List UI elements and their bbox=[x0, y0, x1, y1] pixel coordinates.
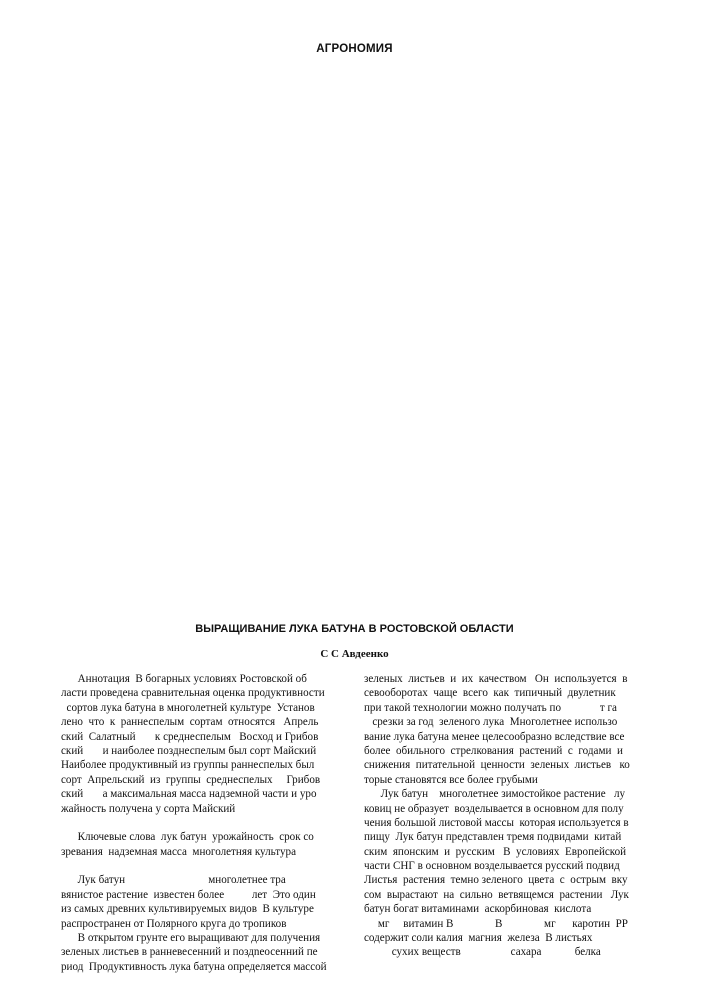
text-line: вянистое растение известен более лет Это один bbox=[61, 888, 316, 901]
article-title: ВЫРАЩИВАНИЕ ЛУКА БАТУНА В РОСТОВСКОЙ ОБЛАСТИ bbox=[195, 623, 514, 635]
text-line: торые становятся все более грубыми bbox=[364, 773, 538, 786]
text-line: при такой технологии можно получать по т га bbox=[364, 701, 617, 714]
text-line: сорт Апрельский из группы среднеспелых Грибов bbox=[61, 773, 321, 786]
text-line: снижения питательной ценности зеленых листьев ко bbox=[364, 759, 630, 772]
text-line: из самых древних культивируемых видов В культуре bbox=[61, 903, 314, 916]
text-line: Листья растения темно зеленого цвета с острым вку bbox=[364, 874, 628, 887]
paragraph-gap bbox=[61, 859, 347, 873]
text-line: ским японским и русским В условиях Европейской bbox=[364, 845, 627, 858]
text-line: зревания надземная масса многолетняя культура bbox=[61, 845, 297, 858]
text-line: ский и наиболее позднеспелым был сорт Майский bbox=[61, 744, 317, 757]
text-line: батун богат витаминами аскорбиновая кислота bbox=[364, 903, 592, 916]
text-line: лено что к раннеспелым сортам относятся Апрель bbox=[61, 716, 319, 729]
right-text-column bbox=[364, 672, 650, 960]
text-line: севооборотах чаще всего как типичный двулетник bbox=[364, 687, 616, 700]
text-line: чения большой листовой массы которая используется в bbox=[364, 816, 629, 829]
text-line: В открытом грунте его выращивают для получения bbox=[61, 932, 321, 945]
text-line: Лук батун многолетнее тра bbox=[61, 874, 286, 887]
article-author: С С Авдеенко bbox=[320, 648, 389, 660]
text-line: содержит соли калия магния железа В листьях bbox=[364, 932, 593, 945]
text-line: ский Салатный к среднеспелым Восход и Грибов bbox=[61, 730, 319, 743]
text-line: зеленых листьев в ранневесенний и поздneосенний пе bbox=[61, 946, 318, 959]
text-line: ласти проведена сравнительная оценка продуктивности bbox=[61, 687, 325, 700]
text-line: ковиц не образует возделывается в основном для полу bbox=[364, 802, 624, 815]
text-line: сухих веществ сахара белка bbox=[364, 946, 601, 959]
left-text-column bbox=[61, 672, 347, 974]
text-line: пищу Лук батун представлен тремя подвидами китай bbox=[364, 831, 622, 844]
text-line: ский а максимальная масса надземной части и уро bbox=[61, 788, 317, 801]
text-line: мг витамин В В мг каротин РР bbox=[364, 917, 628, 930]
text-line: зеленых листьев и их качеством Он используется в bbox=[364, 673, 628, 685]
text-line: срезки за год зеленого лука Многолетнее использо bbox=[364, 716, 618, 729]
text-line: более обильного стрелкования растений с годами и bbox=[364, 744, 623, 757]
text-line: вание лука батуна менее целесообразно вследствие все bbox=[364, 730, 625, 743]
text-line: Лук батун многолетнее зимостойкое растение лу bbox=[364, 788, 626, 801]
text-line: риод Продуктивность лука батуна определяется массой bbox=[61, 960, 327, 973]
text-line: распространен от Полярного круга до тропиков bbox=[61, 917, 287, 930]
text-line: сортов лука батуна в многолетней культуре Установ bbox=[61, 701, 315, 714]
text-line: части СНГ в основном возделывается русский подвид bbox=[364, 860, 620, 873]
text-line: сом вырастают на сильно ветвящемся растении Лук bbox=[364, 888, 629, 901]
text-line: жайность получена у сорта Майский bbox=[61, 802, 236, 815]
journal-section-header: АГРОНОМИЯ bbox=[316, 43, 393, 55]
paragraph-gap bbox=[61, 816, 347, 830]
text-line: Аннотация В богарных условиях Ростовской об bbox=[61, 673, 307, 685]
text-line: Ключевые слова лук батун урожайность срок со bbox=[61, 831, 314, 844]
text-line: Наиболее продуктивный из группы раннеспелых был bbox=[61, 759, 315, 772]
